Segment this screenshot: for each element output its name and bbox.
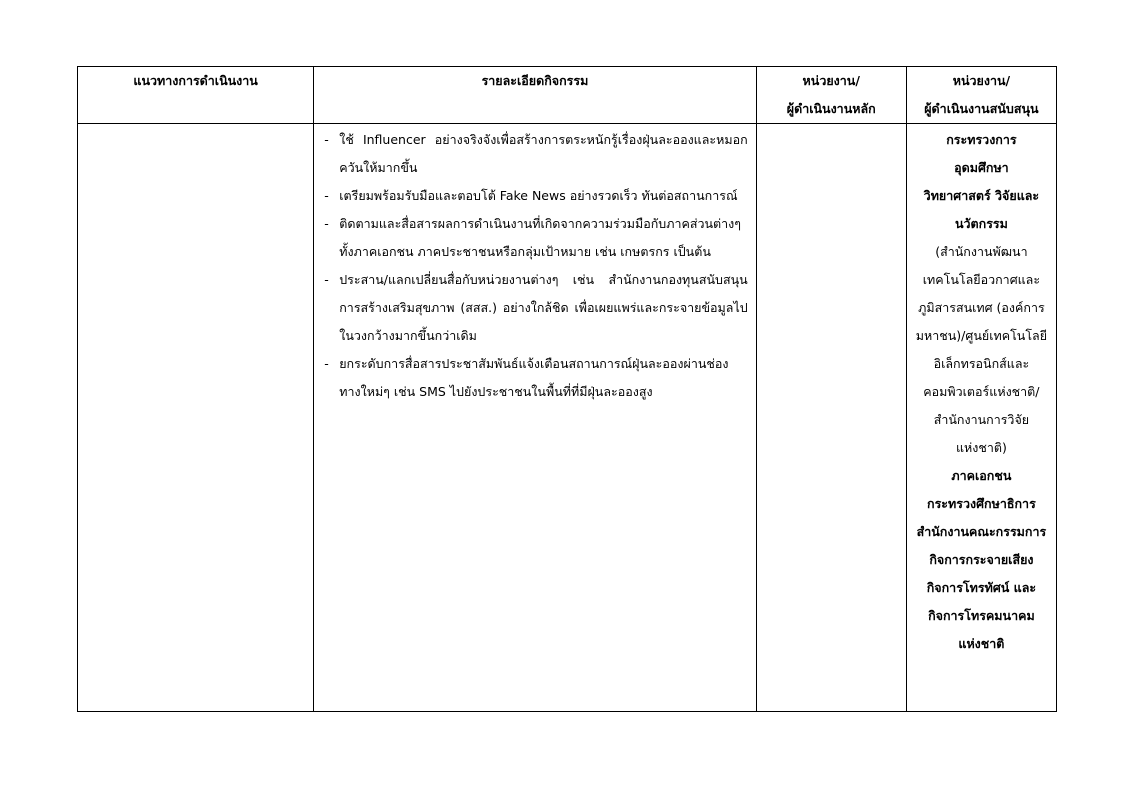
approach-cell <box>78 124 314 712</box>
bullet-dash: - <box>324 188 329 203</box>
header-lead-agency <box>756 67 906 124</box>
activity-item <box>322 182 747 210</box>
support-agency-line: กิจการโทรคมนาคม <box>928 608 1035 623</box>
support-agency-line: อิเล็กทรอนิกส์และ <box>933 356 1030 371</box>
activity-details-cell <box>314 124 756 712</box>
support-agency-cell <box>906 124 1056 712</box>
support-agency-line: สำนักงานคณะกรรมการ <box>916 524 1047 539</box>
header-activity-details-label: รายละเอียดกิจกรรม <box>481 73 589 88</box>
header-support-agency-line1: หน่วยงาน/ <box>952 73 1011 88</box>
support-agency-line: แห่งชาติ) <box>955 440 1007 455</box>
header-lead-agency-line1: หน่วยงาน/ <box>802 73 860 88</box>
support-agency-line: คอมพิวเตอร์แห่งชาติ/ <box>923 384 1040 399</box>
activity-text: ประสาน/แลกเปลี่ยนสื่อกับหน่วยงานต่างๆ เช่น สำนักงานกองทุนสนับสนุนการสร้างเสริมสุขภาพ (สสส.) อย่างใกล้ชิด เพื่อเผยแพร่และกระจายข้อมูลไปในวงกว้างมากขึ้นกว่าเดิม <box>339 272 748 343</box>
support-agency-line: สำนักงานการวิจัย <box>933 412 1030 427</box>
support-agency-list <box>907 124 1056 658</box>
activity-text: ติดตามและสื่อสารผลการดำเนินงานที่เกิดจากความร่วมมือกับภาคส่วนต่างๆ ทั้งภาคเอกชน ภาคประชาชนหรือกลุ่มเป้าหมาย เช่น เกษตรกร เป็นต้น <box>339 216 741 259</box>
support-agency-line: ภูมิสารสนเทศ (องค์การ <box>918 300 1045 315</box>
bullet-dash: - <box>324 132 329 147</box>
activity-list <box>314 124 755 406</box>
header-activity-details <box>314 67 756 124</box>
support-agency-line: กิจการโทรทัศน์ และ <box>926 580 1037 595</box>
support-agency-line: อุดมศึกษา <box>954 160 1009 175</box>
support-agency-line: มหาชน)/ศูนย์เทคโนโลยี <box>915 328 1048 343</box>
support-agency-line: แห่งชาติ <box>958 636 1005 651</box>
support-agency-line: เทคโนโลยีอวกาศและ <box>922 272 1041 287</box>
support-agency-line: กระทรวงศึกษาธิการ <box>927 496 1036 511</box>
table-row <box>78 124 1057 712</box>
header-approach <box>78 67 314 124</box>
header-approach-label: แนวทางการดำเนินงาน <box>133 73 258 88</box>
bullet-dash: - <box>324 272 329 287</box>
activity-item <box>322 210 747 266</box>
header-lead-agency-line2: ผู้ดำเนินงานหลัก <box>786 101 876 116</box>
activity-plan-table <box>77 66 1057 712</box>
activity-text: ใช้ Influencer อย่างจริงจังเพื่อสร้างการตระหนักรู้เรื่องฝุ่นละอองและหมอกควันให้มากขึ้น <box>339 132 748 175</box>
bullet-dash: - <box>324 216 329 231</box>
activity-text: เตรียมพร้อมรับมือและตอบโต้ Fake News อย่างรวดเร็ว ทันต่อสถานการณ์ <box>339 188 738 203</box>
lead-agency-cell <box>756 124 906 712</box>
support-agency-line: นวัตกรรม <box>954 216 1008 231</box>
activity-item <box>322 266 747 350</box>
activity-text: ยกระดับการสื่อสารประชาสัมพันธ์แจ้งเตือนสถานการณ์ฝุ่นละอองผ่านช่องทางใหม่ๆ เช่น SMS ไปยังประชาชนในพื้นที่ที่มีฝุ่นละอองสูง <box>339 356 729 399</box>
header-support-agency-line2: ผู้ดำเนินงานสนับสนุน <box>924 101 1039 116</box>
activity-item <box>322 350 747 406</box>
bullet-dash: - <box>324 356 329 371</box>
support-agency-line: วิทยาศาสตร์ วิจัยและ <box>923 188 1040 203</box>
support-agency-line: กิจการกระจายเสียง <box>929 552 1034 567</box>
activity-item <box>322 126 747 182</box>
table-header-row <box>78 67 1057 124</box>
support-agency-line: (สำนักงานพัฒนา <box>935 244 1028 259</box>
support-agency-line: ภาคเอกชน <box>951 468 1012 483</box>
support-agency-line: กระทรวงการ <box>946 132 1017 147</box>
header-support-agency <box>906 67 1056 124</box>
